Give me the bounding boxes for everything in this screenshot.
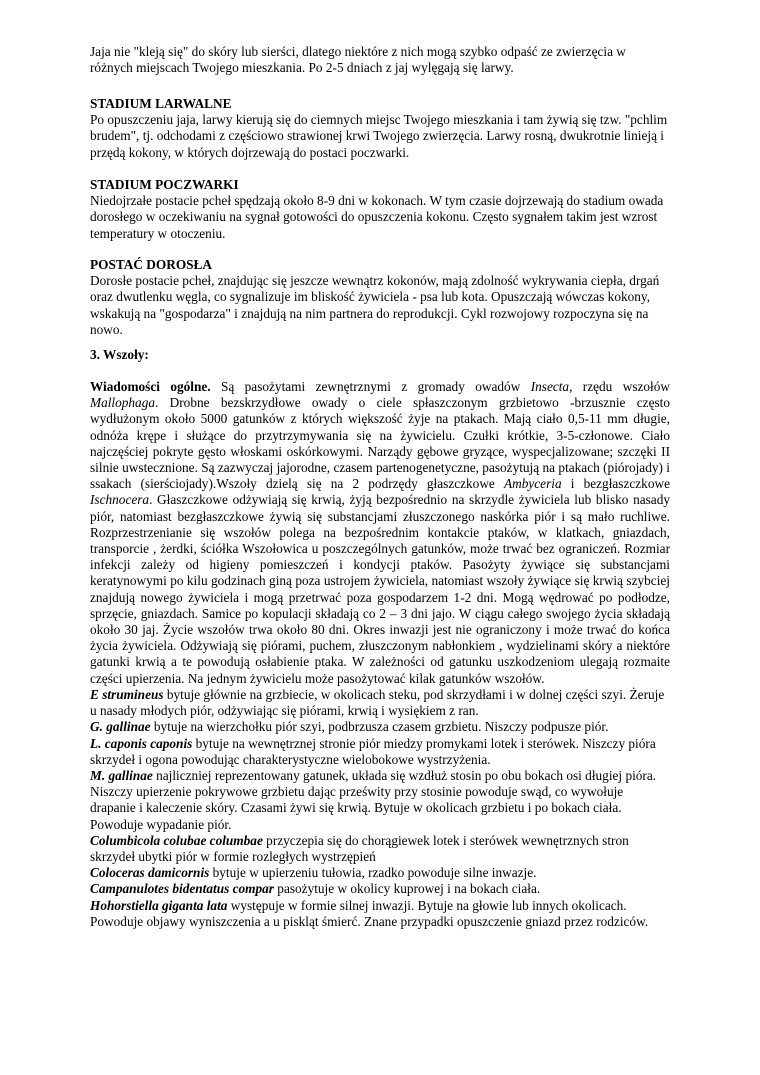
species-entry	[90, 736, 670, 768]
text-run: . Głaszczkowe odżywiają się krwią, żyją bezpośrednio na skrzydle żywiciela lub blisko nasady piór, natomiast bezgłaszczkowe żywią się substancjami złuszczonego naskórka piór i są mało ruchliwe. Rozprzestrzenianie się wszołów polega na bezpośrednim kontakcie ptaków, w klatkach, gniazdach, transporcie , żerdki, ściółka Wszołowica u poszczególnych gatunków, może trwać bez ograniczeń. Rozmiar infekcji zależy od higieny pomieszczeń i kondycji ptaków. Pasożyty żywiące się substancjami keratynowymi po kilu godzinach giną poza ustrojem żywiciela, natomiast wszoły żywiące się krwią szybciej znajdują nowego żywiciela i mogą przetrwać poza gospodarzem 1-2 dni. Mogą wędrować po podłodze, sprzęcie, gniazdach. Samice po kopulacji składają co 2 – 3 dni jajo. W ciągu całego swojego życia składają około 30 jaj. Życie wszołów trwa około 80 dni. Okres inwazji jest nie ograniczony i może trwać do końca życia żywiciela. Odżywiają się piórami, puchem, złuszczonym nabłonkiem , wydzielinami skóry a niektóre gatunki krwią a te powodują osłabienie ptaka. W zależności od gatunku uszkodzeniom ulegają rozmaite części upierzenia. Na jednym żywicielu może pasożytować kilak gatunków wszołów.	[90, 492, 670, 686]
section-heading: POSTAĆ DOROSŁA	[90, 257, 213, 272]
species-description: bytuje w upierzeniu tułowia, rzadko powoduje silne inwazje.	[209, 865, 537, 881]
species-description: występuje w formie silnej inwazji. Bytuje na głowie lub innych okolicach. Powoduje objawy wyniszczenia a u piskląt śmierć. Znane przypadki opuszczenie gniazd przez rodziców.	[90, 897, 649, 929]
species-entry	[90, 719, 670, 735]
species-name: L. caponis caponis	[90, 735, 193, 751]
text-run: Są pasożytami zewnętrznymi z gromady owadów	[210, 379, 531, 394]
species-name: Campanulotes bidentatus compar	[90, 881, 274, 897]
species-name: Columbicola colubae columbae	[90, 832, 263, 848]
species-description: najliczniej reprezentowany gatunek, układa się wzdłuż stosin po obu bokach osi długiej pióra. Niszczy upierzenie pokrywowe grzbietu dając prześwity przy stosinie powoduje swąd, co wywołuje drapanie i kaleczenie skóry. Czasami żywi się krwią. Bytuje w okolicach grzbietu i po bokach ciała. Powoduje wypadanie piór.	[90, 768, 657, 832]
section-heading: STADIUM LARWALNE	[90, 96, 232, 111]
text-run: i bezgłaszczkowe	[561, 476, 670, 492]
species-description: przyczepia się do chorągiewek lotek i sterówek wewnętrznych stron skrzydeł ubytki piór w formie rozległych wystrzępień	[90, 832, 629, 865]
intro-paragraph: Jaja nie "kleją się" do skóry lub sierści, dlatego niektóre z nich mogą szybko odpaść ze zwierzęcia w różnych miejscach Twojego mieszkania. Po 2-5 dniach z jaj wylęgają się larwy.	[90, 44, 626, 76]
taxon-name: Ischnocera	[90, 492, 150, 508]
taxon-name: Insecta	[530, 379, 570, 394]
species-entry	[90, 687, 670, 719]
species-name: Coloceras damicornis	[90, 865, 210, 881]
species-entry	[90, 898, 670, 930]
section-text: Dorosłe postacie pcheł, znajdując się jeszcze wewnątrz kokonów, mają zdolność wykrywania ciepła, drgań oraz dwutlenku węgla, co sygnalizuje im bliskość żywiciela - psa lub kota. Opuszczają wówczas kokony, wskakują na "gospodarza" i znajdują na nim partnera do reprodukcji. Cykl rozwojowy rozpoczyna się na nowo.	[90, 273, 660, 337]
species-description: bytuje głównie na grzbiecie, w okolicach steku, pod skrzydłami i w dolnej części szyi. Żeruje u nasady młodych piór, odżywiając się piórami, krwią i wysiękiem z ran.	[90, 687, 665, 719]
species-name: G. gallinae	[90, 719, 151, 735]
section-heading: STADIUM POCZWARKI	[90, 177, 239, 192]
species-name: M. gallinae	[90, 768, 153, 784]
general-info-label: Wiadomości ogólne.	[90, 379, 211, 394]
section-text: Niedojrzałe postacie pcheł spędzają około 8-9 dni w kokonach. W tym czasie dojrzewają do stadium owada dorosłego w oczekiwaniu na sygnał gotowości do opuszczenia kokonu. Często sygnałem takim jest wzrost temperatury w otoczeniu.	[90, 193, 664, 241]
section-text: Po opuszczeniu jaja, larwy kierują się do ciemnych miejsc Twojego mieszkania i tam żywią się tzw. "pchlim brudem", tj. odchodami z częściowo strawionej krwi Twojego zwierzęcia. Larwy rosną, dwukrotnie linieją i przędą kokony, w których dojrzewają do postaci poczwarki.	[90, 112, 668, 160]
larval-stage-section	[90, 96, 670, 161]
general-info-paragraph	[90, 379, 670, 687]
taxon-name: Ambyceria	[504, 476, 562, 492]
species-description: bytuje na wierzchołku piór szyi, podbrzusza czasem grzbietu. Niszczy podpusze piór.	[150, 719, 609, 735]
adult-stage-section	[90, 257, 670, 338]
taxon-name: Mallophaga	[90, 395, 156, 411]
species-entry	[90, 865, 670, 881]
species-entry	[90, 833, 670, 865]
pupa-stage-section	[90, 177, 670, 242]
chapter-heading: 3. Wszoły:	[90, 347, 149, 362]
text-run: , rzędu wszołów	[569, 379, 670, 394]
species-description: pasożytuje w okolicy kuprowej i na bokach ciała.	[273, 881, 541, 897]
species-entry	[90, 768, 670, 833]
species-list	[90, 687, 670, 930]
text-run: . Drobne bezskrzydłowe owady o ciele spłaszczonym grzbietowo -brzusznie często wydłużonym około 5000 gatunków z których większość żyje na ptakach. Mają ciało 0,5-11 mm długie, odnóża krępe i służące do przytrzymywania się na żywicielu. Czułki krótkie, 3-5-członowe. Ciało najczęściej pokryte gęsto włoskami oskórkowymi. Narządy gębowe gryzące, wyspecjalizowane; szczęki II silnie uwstecznione. Są zazwyczaj jajorodne, czasem partenogenetyczne, pasożytują na ptakach (piórojady) i ssakach (sierściojady).Wszoły dzielą się na 2 podrzędy głaszczkowe	[90, 395, 670, 492]
species-description: bytuje na wewnętrznej stronie piór miedzy promykami lotek i sterówek. Niszczy pióra skrzydeł i ogona powodując charakterystyczne wielobokowe wystrzyżenia.	[90, 735, 656, 767]
species-entry	[90, 881, 670, 897]
species-name: E strumineus	[90, 687, 164, 702]
species-name: Hohorstiella giganta lata	[90, 897, 228, 913]
